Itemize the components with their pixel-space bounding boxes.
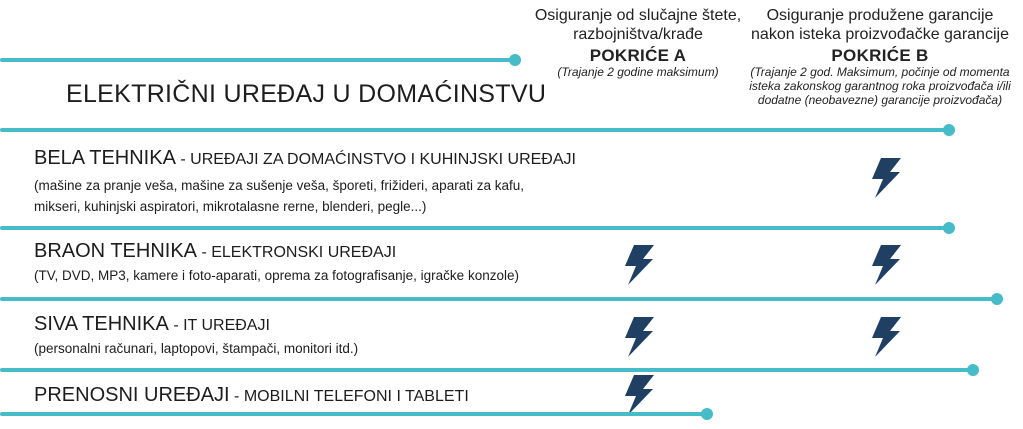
row-category: BRAON TEHNIKA bbox=[34, 240, 197, 262]
row-bela-tehnika-desc bbox=[34, 175, 524, 217]
row-category: PRENOSNI UREĐAJI bbox=[34, 384, 230, 406]
row-subtitle: - IT UREĐAJI bbox=[168, 317, 270, 334]
row-3-divider-dot bbox=[967, 364, 979, 376]
row-desc-line1: (mašine za pranje veša, mašine za sušenje veša, šporeti, frižideri, aparati za kafu, bbox=[34, 178, 524, 193]
column-b-note-line3: dodatne (neobavezne) garancije proizvođača) bbox=[757, 93, 1003, 107]
column-b-note-line1: (Trajanje 2 god. Maksimum, počinje od momenta bbox=[750, 65, 1010, 79]
column-b-header bbox=[740, 6, 1020, 107]
lightning-bolt-icon bbox=[869, 157, 903, 199]
lightning-bolt-icon bbox=[869, 316, 903, 358]
column-a-header-line1: Osiguranje od slučajne štete, bbox=[534, 7, 742, 24]
row-desc-line1: (personalni računari, laptopovi, štampači, monitori itd.) bbox=[34, 341, 359, 356]
lightning-bolt-icon bbox=[622, 374, 656, 416]
top-divider-line bbox=[0, 58, 512, 62]
row-3-divider-line bbox=[0, 368, 970, 372]
row-category: SIVA TEHNIKA bbox=[34, 313, 169, 335]
column-a-note: (Trajanje 2 godine maksimum) bbox=[557, 65, 719, 79]
row-siva-tehnika-title bbox=[34, 313, 270, 336]
column-b-note-line2: isteka zakonskog garantnog roka proizvođača i/ili bbox=[749, 79, 1011, 93]
title-divider-dot bbox=[943, 124, 955, 136]
column-a-header-line2: razbojništva/krađe bbox=[573, 26, 703, 43]
row-bela-tehnika-title bbox=[34, 147, 576, 170]
bottom-divider-line bbox=[0, 412, 704, 416]
row-subtitle: - MOBILNI TELEFONI I TABLETI bbox=[229, 388, 469, 405]
row-prenosni-uredjaji-title bbox=[34, 384, 469, 407]
column-b-header-line2: nakon isteka proizvođačke garancije bbox=[751, 26, 1009, 43]
column-b-coverage: POKRIĆE B bbox=[831, 46, 929, 65]
column-a-header bbox=[533, 6, 743, 79]
top-divider-dot bbox=[509, 54, 521, 66]
row-1-divider-dot bbox=[943, 222, 955, 234]
row-subtitle: - UREĐAJI ZA DOMAĆINSTVO I KUHINJSKI UREĐAJI bbox=[175, 151, 576, 168]
table-title: ELEKTRIČNI UREĐAJ U DOMAĆINSTVU bbox=[66, 80, 547, 108]
row-braon-tehnika-title bbox=[34, 240, 396, 263]
column-b-header-line1: Osiguranje produžene garancije bbox=[766, 7, 994, 24]
row-2-divider-line bbox=[0, 297, 994, 301]
lightning-bolt-icon bbox=[622, 316, 656, 358]
title-divider-line bbox=[0, 128, 946, 132]
row-1-divider-line bbox=[0, 226, 946, 230]
lightning-bolt-icon bbox=[622, 244, 656, 286]
bottom-divider-dot bbox=[701, 408, 713, 420]
row-category: BELA TEHNIKA bbox=[34, 147, 176, 169]
lightning-bolt-icon bbox=[869, 244, 903, 286]
row-subtitle: - ELEKTRONSKI UREĐAJI bbox=[197, 244, 397, 261]
row-desc-line1: (TV, DVD, MP3, kamere i foto-aparati, oprema za fotografisanje, igračke konzole) bbox=[34, 268, 519, 283]
row-desc-line2: mikseri, kuhinjski aspiratori, mikrotalasne rerne, blenderi, pegle...) bbox=[34, 199, 427, 214]
row-braon-tehnika-desc bbox=[34, 265, 519, 286]
column-a-coverage: POKRIĆE A bbox=[589, 46, 687, 65]
row-2-divider-dot bbox=[991, 293, 1003, 305]
row-siva-tehnika-desc bbox=[34, 338, 358, 359]
